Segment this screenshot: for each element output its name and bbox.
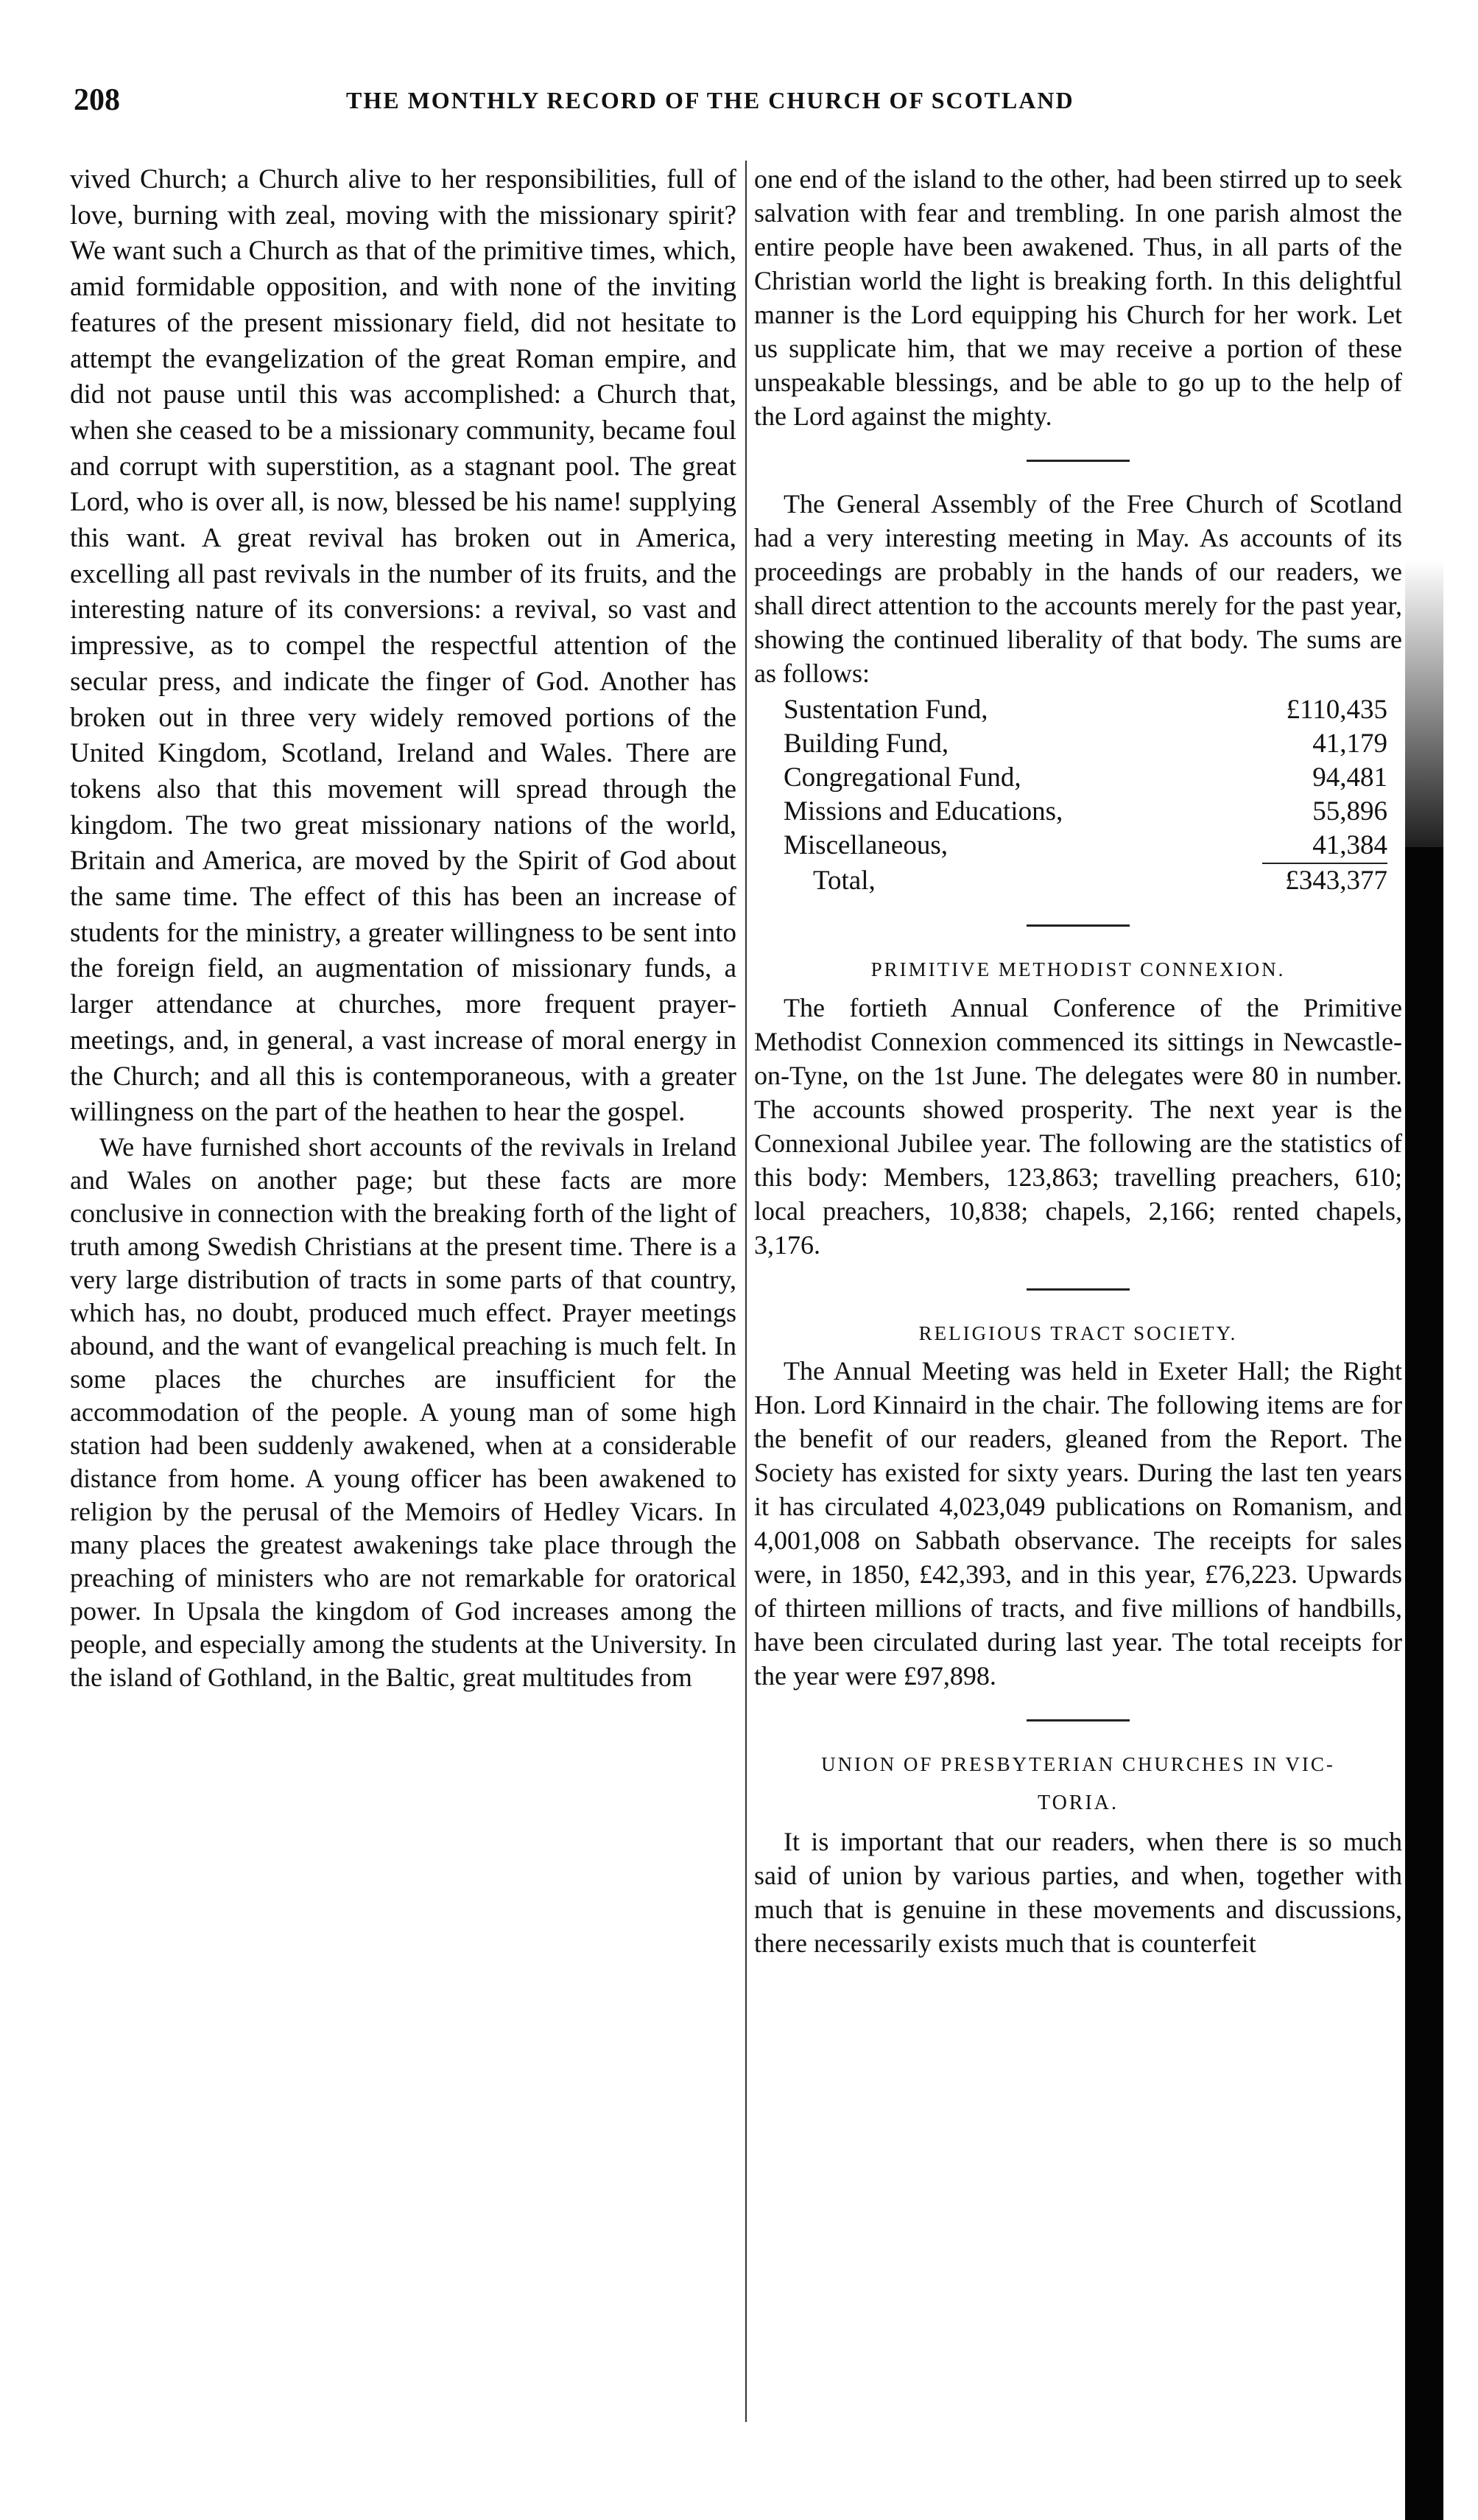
scan-shadow-fade (1405, 560, 1443, 854)
running-title: THE MONTHLY RECORD OF THE CHURCH OF SCOTLAND (346, 87, 1074, 113)
tract-society-heading: RELIGIOUS TRACT SOCIETY. (918, 1322, 1238, 1344)
fund-amount: 55,896 (1312, 796, 1387, 826)
section-rule (1027, 460, 1130, 462)
fund-amount: 94,481 (1312, 762, 1387, 793)
funds-table (784, 693, 1387, 898)
fund-amount: 41,384 (1312, 830, 1387, 860)
left-column (70, 162, 736, 1694)
table-row (784, 693, 1387, 727)
section-rule (1027, 1288, 1130, 1291)
page-number: 208 (74, 83, 120, 117)
union-text: It is important that our readers, when there is so much said of union by various parties, and when, together with much that is genuine in these movements and discussions, there necessarily exists much that is counterfeit (754, 1826, 1402, 1958)
total-amount: £343,377 (1285, 866, 1387, 896)
fund-name: Miscellaneous, (784, 830, 948, 860)
fund-amount: 41,179 (1312, 729, 1387, 759)
table-row (784, 727, 1387, 761)
scan-edge-shadow (1405, 847, 1443, 2520)
page-header (0, 83, 1443, 141)
fund-name: Sustentation Fund, (784, 695, 988, 725)
table-row (784, 829, 1387, 863)
section-rule (1027, 1719, 1130, 1721)
section-rule (1027, 924, 1130, 927)
left-paragraph-2: We have furnished short accounts of the revivals in Ireland and Wales on another page; but these facts are more conclusive in connection with the breaking forth of the light of truth among Swedish Christians at the present time. There is a very large distribution of tracts in some parts of that country, which has, no doubt, produced much effect. Prayer meetings abound, and the want of evangelical preaching is much felt. In some places the churches are insufficient for the accommodation of the people. A young man of some high station had been suddenly awakened, when at a considerable distance from home. A young officer has been awakened to religion by the perusal of the Memoirs of Hedley Vicars. In many places the greatest awakenings take place through the preaching of ministers who are not remarkable for oratorical power. In Upsala the kingdom of God increases among the people, and especially among the students at the University. In the island of Gothland, in the Baltic, great multitudes from (70, 1131, 736, 1692)
table-row (784, 795, 1387, 829)
fund-amount: £110,435 (1286, 695, 1387, 725)
total-label: Total, (813, 866, 876, 896)
total-row (784, 864, 1387, 898)
fund-name: Building Fund, (784, 729, 949, 759)
left-paragraph-1: vived Church; a Church alive to her responsibilities, full of love, burning with zeal, moving with the missionary spirit? We want such a Church as that of the primitive times, which, amid formidable opposition, and with none of the inviting features of the present missionary field, did not hesitate to attempt the evangelization of the great Roman empire, and did not pause until this was accomplished: a Church that, when she ceased to be a missionary community, became foul and corrupt with superstition, as a stagnant pool. The great Lord, who is over all, is now, blessed be his name! supplying this want. A great revival has broken out in America, excelling all past revivals in the number of its fruits, and the interesting nature of its conversions: a revival, so vast and impressive, as to compel the respectful attention of the secular press, and indicate the finger of God. Another has broken out in three very widely removed portions of the United Kingdom, Scotland, Ireland and Wales. There are tokens also that this movement will spread through the kingdom. The two great missionary nations of the world, Britain and America, are moved by the Spirit of God about the same time. The effect of this has been an increase of students for the ministry, a greater willingness to be sent into the foreign field, an augmentation of missionary funds, a larger attendance at churches, more frequent prayer-meetings, and, in general, a vast increase of moral energy in the Church; and all this is contemporaneous, with a greater willingness on the part of the heathen to hear the gospel. (70, 164, 736, 1128)
table-row (784, 761, 1387, 795)
primitive-methodist-text: The fortieth Annual Conference of the Primitive Methodist Connexion commenced its sittings in Newcastle-on-Tyne, on the 1st June. The delegates were 80 in number. The accounts showed prosperity. The next year is the Connexional Jubilee year. The following are the statistics of this body: Members, 123,863; travelling preachers, 610; local preachers, 10,838; chapels, 2,166; rented chapels, 3,176. (754, 992, 1402, 1260)
free-church-intro: The General Assembly of the Free Church of Scotland had a very interesting meeting in May. As accounts of its proceedings are probably in the hands of our readers, we shall direct attention to the accounts merely for the past year, showing the continued liberality of that body. The sums are as follows: (754, 489, 1402, 688)
union-heading-line1: UNION OF PRESBYTERIAN CHURCHES IN VIC- (821, 1753, 1335, 1776)
tract-society-text: The Annual Meeting was held in Exeter Hall; the Right Hon. Lord Kinnaird in the chair. The following items are for the benefit of our readers, gleaned from the Report. The Society has existed for sixty years. During the last ten years it has circulated 4,023,049 publications on Romanism, and 4,001,008 on Sabbath observance. The receipts for sales were, in 1850, £42,393, and in this year, £76,223. Upwards of thirteen millions of tracts, and five millions of handbills, have been circulated during last year. The total receipts for the year were £97,898. (754, 1356, 1402, 1691)
primitive-methodist-heading: PRIMITIVE METHODIST CONNEXION. (870, 958, 1286, 980)
union-heading-line2: TORIA. (1037, 1791, 1119, 1815)
right-paragraph-continued: one end of the island to the other, had been stirred up to seek salvation with fear and trembling. In one parish almost the entire people have been awakened. Thus, in all parts of the Christian world the light is breaking forth. In this delightful manner is the Lord equipping his Church for her work. Let us supplicate him, that we may receive a portion of these unspeakable blessings, and be able to go up to the help of the Lord against the mighty. (754, 164, 1402, 431)
fund-name: Congregational Fund, (784, 762, 1021, 793)
fund-name: Missions and Educations, (784, 796, 1063, 826)
right-column (754, 162, 1402, 1960)
column-divider (745, 161, 747, 2422)
